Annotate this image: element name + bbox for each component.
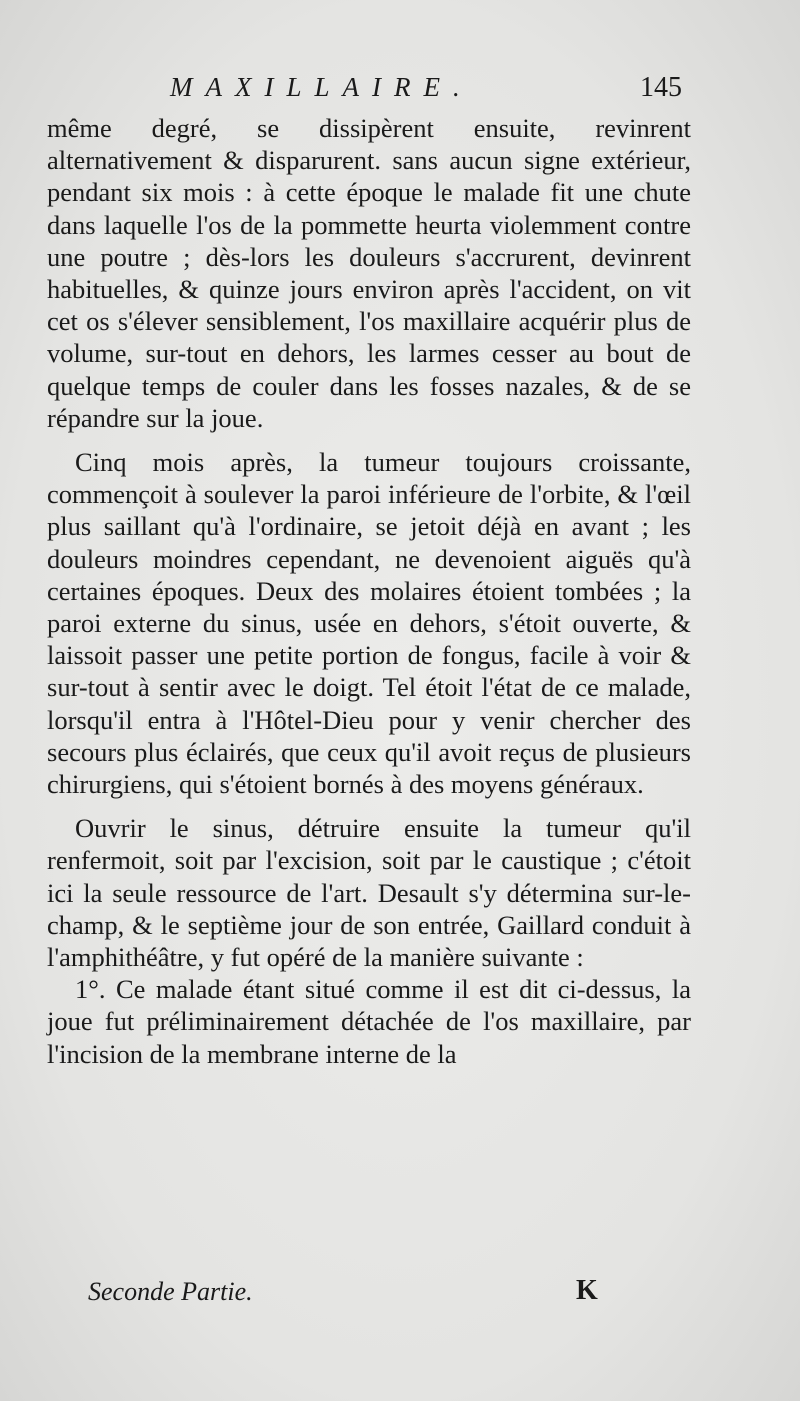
- page-number: 145: [640, 72, 682, 103]
- running-head: [0, 72, 800, 112]
- paragraph-numbered-1: 1°. Ce malade étant situé comme il est dit ci-dessus, la joue fut préliminairement détachée de l'os maxillaire, par l'incision de la membrane interne de la: [47, 974, 691, 1069]
- signature-label: Seconde Partie.: [88, 1277, 253, 1306]
- paragraph-cinq-mois: Cinq mois après, la tumeur toujours croissante, commençoit à soulever la paroi inférieure de l'orbite, & l'œil plus saillant qu'à l'ordinaire, se jetoit déjà en avant ; les douleurs moindres cependant, ne devenoient aiguës qu'à certaines époques. Deux des molaires étoient tombées ; la paroi externe du sinus, usée en dehors, s'étoit ouverte, & laissoit passer une petite portion de fongus, facile à voir & sur-tout à sentir avec le doigt. Tel étoit l'état de ce malade, lorsqu'il entra à l'Hôtel-Dieu pour y venir chercher des secours plus éclairés, que ceux qu'il avoit reçus de plusieurs chirurgiens, qui s'étoient bornés à des moyens généraux.: [47, 447, 691, 800]
- paragraph-continuation: même degré, se dissipèrent ensuite, revinrent alternativement & disparurent. sans aucun signe extérieur, pendant six mois : à cette époque le malade fit une chute dans laquelle l'os de la pommette heurta violemment contre une poutre ; dès-lors les douleurs s'accrurent, devinrent habituelles, & quinze jours environ après l'accident, on vit cet os s'élever sensiblement, l'os maxillaire acquérir plus de volume, sur-tout en dehors, les larmes cesser au bout de quelque temps de couler dans les fosses nazales, & de se répandre sur la joue.: [47, 113, 691, 433]
- signature-mark: K: [576, 1275, 598, 1306]
- paragraph-ouvrir: Ouvrir le sinus, détruire ensuite la tumeur qu'il renfermoit, soit par l'excision, soit par le caustique ; c'étoit ici la seule ressource de l'art. Desault s'y détermina sur-le-champ, & le septième jour de son entrée, Gaillard conduit à l'amphithéâtre, y fut opéré de la manière suivante :: [47, 813, 691, 973]
- page-footer: [0, 1277, 800, 1313]
- running-title: MAXILLAIRE.: [170, 72, 473, 102]
- body-text: [47, 112, 691, 1070]
